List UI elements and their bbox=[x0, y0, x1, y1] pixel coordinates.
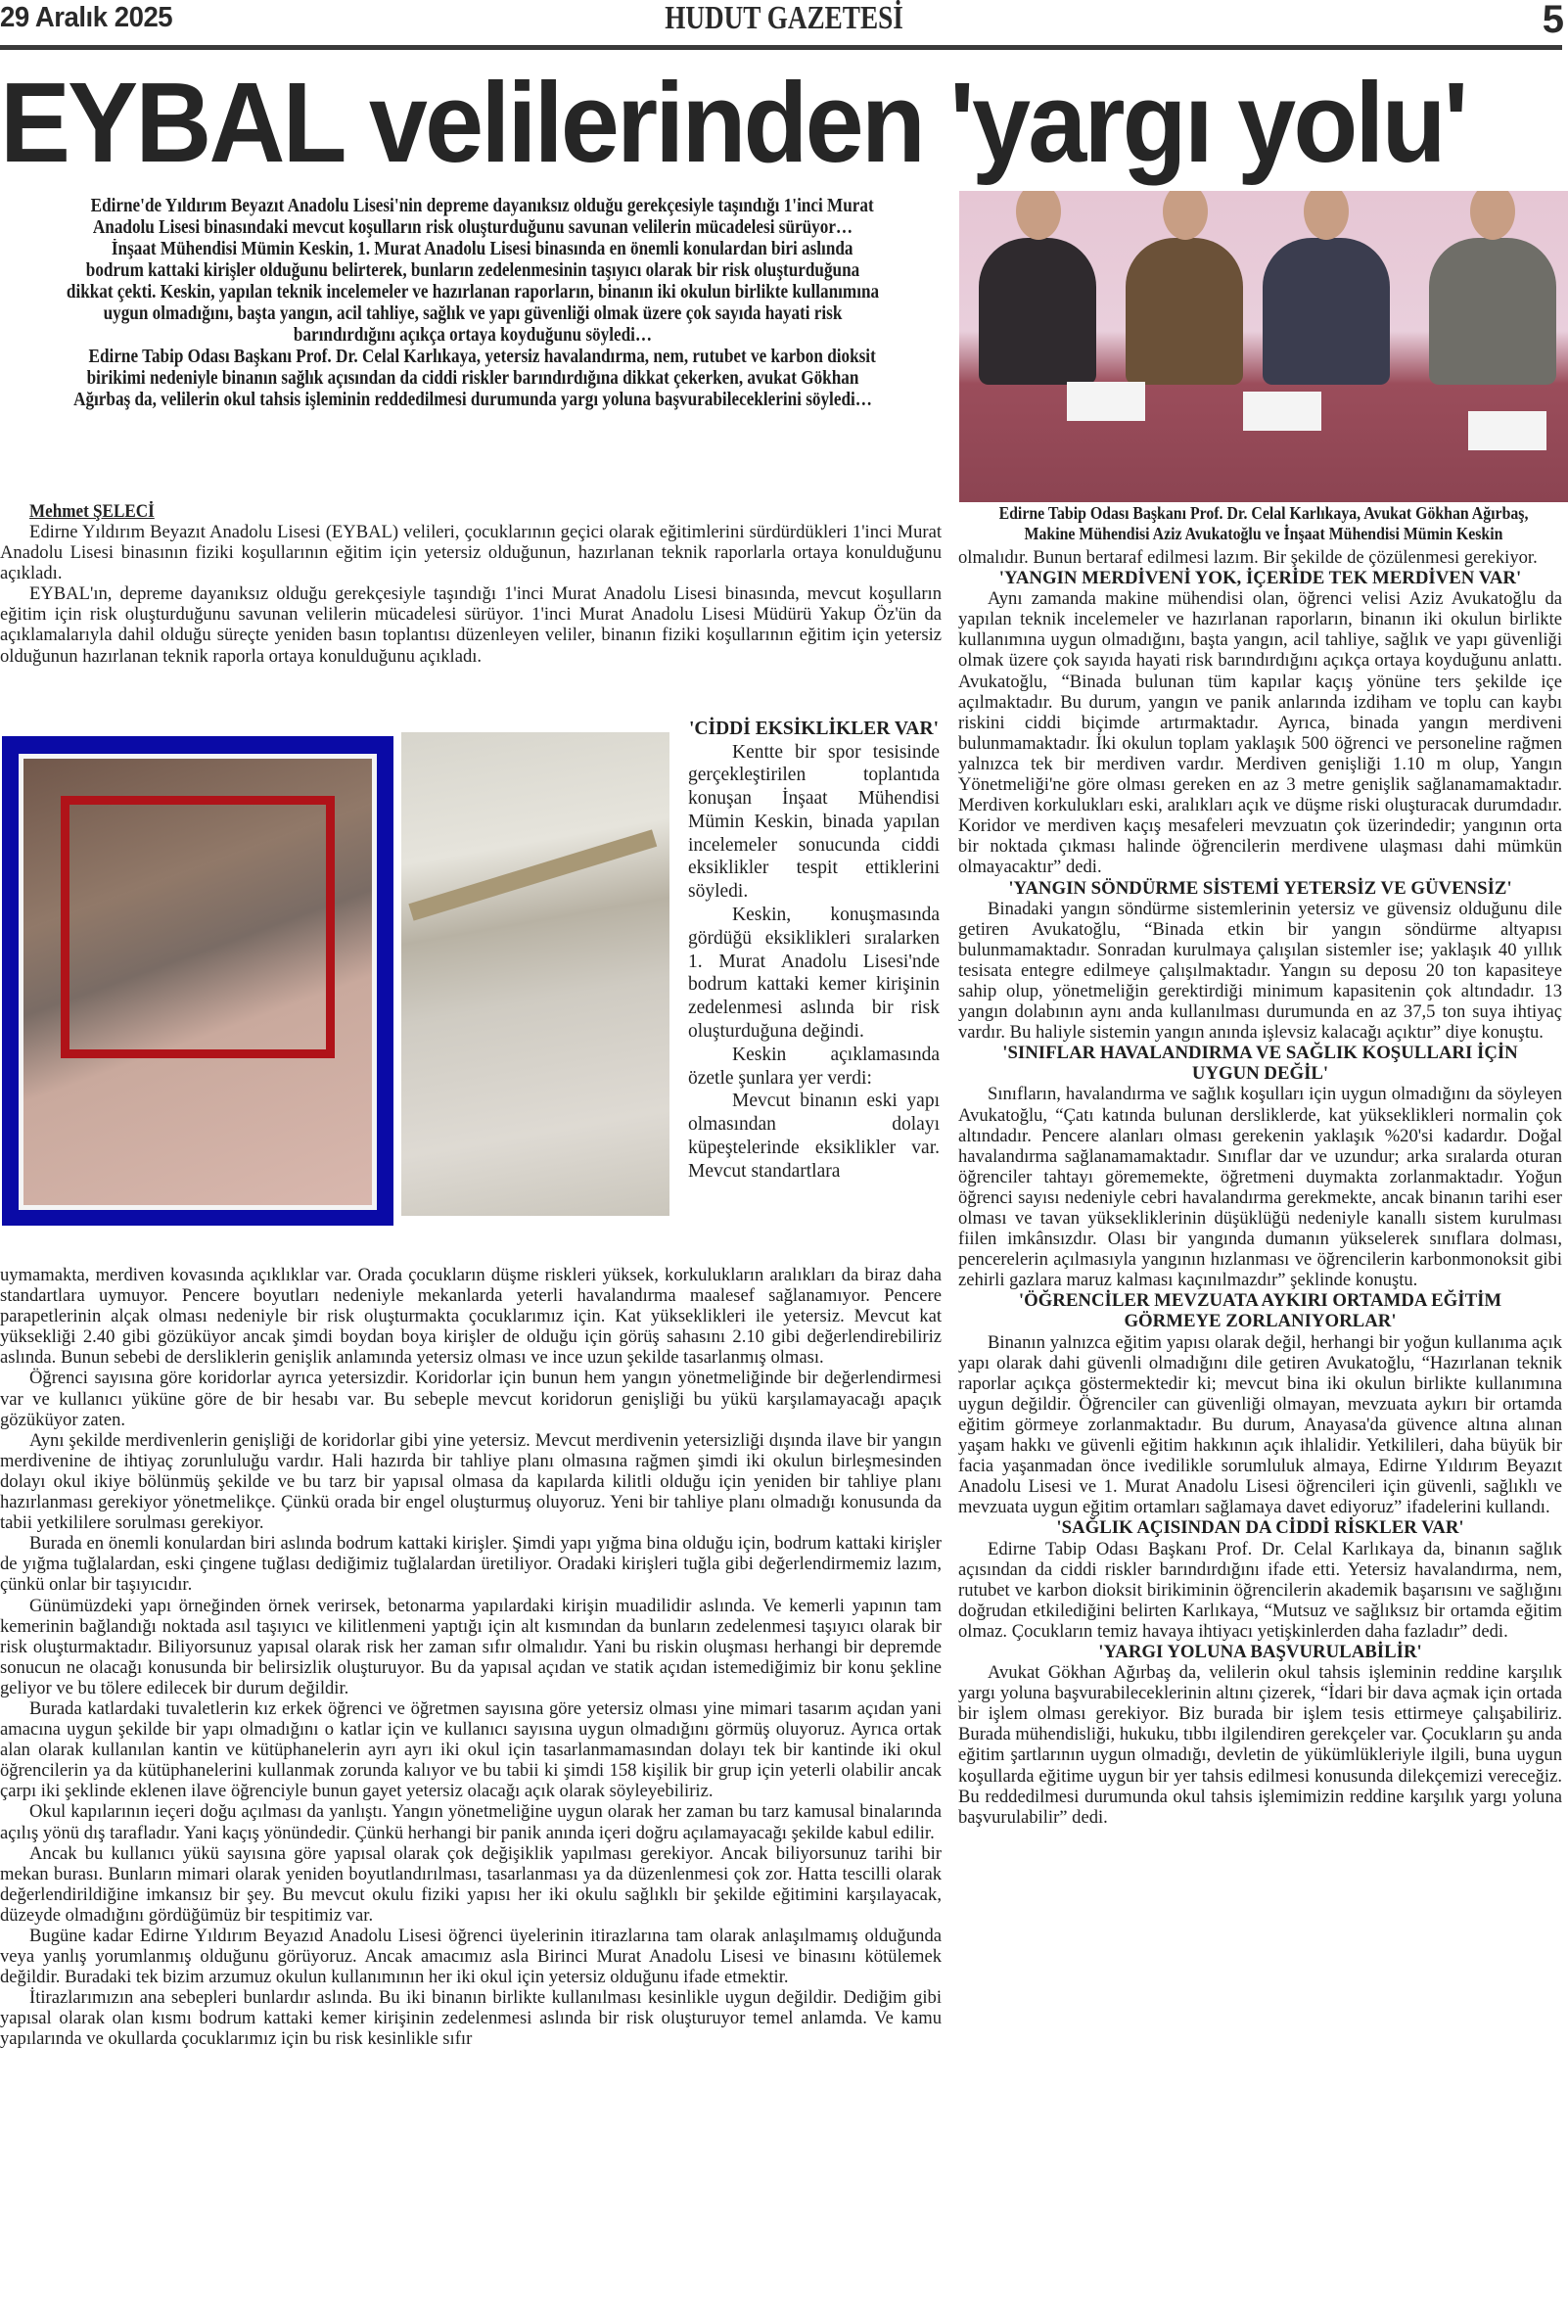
sidebar-paragraph: Kentte bir spor tesisinde gerçekleştirilen toplantıda konuşan İnşaat Mühendisi Mümin Keskin, binada yapılan incelemeler sonucunda ciddi eksiklikler tespit ettiklerini söyledi. bbox=[688, 741, 940, 903]
body-paragraph: Sınıfların, havalandırma ve sağlık koşulları için uygun olmadığını da söyleyen Avukatoğlu, “Çatı katında bulunan dersliklerde, kat yükseklikleri normalin çok altındadır. Pencere alanları olması gerekenin yaklaşık %20'si kadardır. Doğal havalandırma sağlanamamaktadır. Sınıflar dar ve uzundur; arka sıralarda oturan öğrenciler tahtayı görememekte, öğretmeni duymakta zorlanmaktadır. Yoğun öğrenci sayısı nedeniyle cebri havalandırma gerekmekte, ancak binanın tarihi eser olması ve tavan yüksekliklerinin düşüklüğü nedeniyle kanallı sistem kurulması fiilen imkânsızdır. Olası bir yangında dumanın yükselerek sınıflara dolması, pencerelerin açılmasıyla yangının hızlanması ve öğrencilerin karbonmonoksit gibi zehirli gazlara maruz kalması kaçınılmazdır” şeklinde konuştu. bbox=[958, 1084, 1562, 1291]
lead-paragraph: İnşaat Mühendisi Mümin Keskin, 1. Murat Anadolu Lisesi binasında en önemli konulardan biri aslında bodrum kattaki kirişler olduğunu belirterek, bunların zedelenmesinin taşıyıcı olarak bir risk oluşturduğuna dikkat çekti. Keskin, yapılan teknik incelemeler ve hazırlanan raporların, binanın iki okulun birlikte kullanımına uygun olmadığını, başta yangın, acil tahliye, sağlık ve yapı güvenliği olmak üzere çok sayıda hayati risk barındırdığını açıkça ortaya koyduğunu söyledi… bbox=[66, 239, 880, 346]
section-heading: 'SAĞLIK AÇISINDAN DA CİDDİ RİSKLER VAR' bbox=[1056, 1517, 1464, 1539]
header-rule bbox=[0, 45, 1562, 50]
body-paragraph: Öğrenci sayısına göre koridorlar ayrıca yetersizdir. Koridorlar için bunun hem yangın yönetmeliğinde bir değerlendirmesi var ve kullanıcı yüküne göre de bir hesabı var. Bu sebeple mevcut koridorun genişliği bu yükü karşılamayacağı apaçık gözüküyor zaten. bbox=[0, 1368, 942, 1430]
body-paragraph: Okul kapılarının ieçeri doğu açılması da yanlıştı. Yangın yönetmeliğine uygun olarak her zaman bu tarz kamusal binalarında açılış yönü dış tarafladır. Yani kaçış yönündedir. Çünkü herhangi bir panik anında içeri doğru açılamayacağı şekilde kabul edilir. bbox=[0, 1801, 942, 1843]
photo-image bbox=[23, 759, 372, 1205]
photo-beam-detail bbox=[408, 829, 657, 920]
body-paragraph: Aynı şekilde merdivenlerin genişliği de koridorlar gibi yine yetersiz. Mevcut merdivenin yetersizliği dışında ilave bir yangın merdivenine de ihtiyaç zorunluluğu vardır. Hali hazırda bir tahliye planı olmasına rağmen şimdi iki okulun birleşmesinden dolayı okul ikiye bölünmüş şekilde ve bu tarz bir yapısal olmasa da kapılarda kilitli olduğu için yeniden bir tahliye planı hazırlanması gerekiyor yönetmelikçe. Çünkü orada bir engel oluşturmuş oluyoruz. Yeni bir tahliye planı olmadığı konusunda da tabii yetkililere sorulması gerekiyor. bbox=[0, 1429, 942, 1534]
sidebar-section bbox=[688, 718, 940, 1184]
sidebar-paragraph: Keskin, konuşmasında gördüğü eksiklikleri sıralarken 1. Murat Anadolu Lisesi'nde bodrum kattaki kemer kirişinin zedelenmesi aslında bir risk oluşturduğuna değindi. bbox=[688, 905, 940, 1043]
byline: Mehmet ŞELECİ bbox=[29, 501, 155, 522]
body-paragraph: olmalıdır. Bunun bertaraf edilmesi lazım. Bir şekilde de çözülenmesi gerekiyor. bbox=[958, 547, 1538, 568]
body-paragraph: Bugüne kadar Edirne Yıldırım Beyazıd Anadolu Lisesi öğrenci üyelerinin itirazlarına tam olarak anlaşılmamış olduğunda veya yanlış yorumlanmış olduğunu görüyoruz. Ancak amacımız asla Birinci Murat Anadolu Lisesi ve binasını kötülemek değildir. Buradaki tek bizim arzumuz okulun kullanımının her iki okul için yetersiz olduğunu ifade etmektir. bbox=[0, 1926, 942, 1988]
body-paragraph: Edirne Tabip Odası Başkanı Prof. Dr. Celal Karlıkaya da, binanın sağlık açısından da ciddi riskler barındırdığını ifade etti. Yetersiz havalandırma, nem, rutubet ve karbon dioksit birikiminin öğrencilerin akademik başarısını ve sağlığını doğrudan etkilediğini belirten Karlıkaya, “Mutsuz ve sağlıksız bir ortamda eğitim olmaz. Çocukların temiz havaya ihtiyacı yetişkinlerden daha fazladır” dedi. bbox=[958, 1538, 1562, 1642]
body-paragraph: Burada katlardaki tuvaletlerin kız erkek öğrenci ve öğretmen sayısına göre yetersiz olması yine mimari tasarım açıdan yani amacına uygun şekilde bir yapı olmadığını o katlar için ve kullanıcı sayısına uygun olmadığını görmüş oluyoruz. Ayrıca ortak alan olarak kullanılan kantin ve kütüphanelerin ayrı ayrı iki okul için tasarlanmamasından dolayı tek bir kantinde iki okul öğrencilerin ya da kütüphanelerini kullanmak zorunda kalıyor ve bu tabii ki şimdi 158 kişilik bir grup için yeterli olabilir ancak çarpı iki şeklinde eklenen ilave öğrenciyle bunun gayet yetersiz olacağı açık olarak söyleyebiliriz. bbox=[0, 1697, 942, 1802]
body-paragraph: EYBAL'ın, depreme dayanıksız olduğu gerekçesiyle taşındığı 1'inci Murat Anadolu Lisesi binasında, mevcut koşulların eğitim için risk oluşturduğunu savunan velilerin mücadelesi sürüyor. 1'inci Murat Anadolu Lisesi Müdürü Yakup Öz'ün da açıklamalarıyla dahil olduğu süreçte yeniden basın toplantısı düzenleyen veliler, binanın fiziki koşullarının eğitim için yetersiz olduğunun hazırlanan teknik raporla ortaya konulduğunu açıkladı. bbox=[0, 583, 942, 667]
section-heading: 'CİDDİ EKSİKLİKLER VAR' bbox=[688, 719, 940, 739]
body-paragraph: İtirazlarımızın ana sebepleri bunlardır aslında. Bu iki binanın birlikte kullanılması kesinlikle uygun değildir. Dediğim gibi yapısal olarak olan kısmı bodrum kattaki kemer kirişinin zedelenmesi aslında bir risk oluşturuyor temel anlamda. Ve kamu yapılarında ve okullarda çocuklarımız için bu risk kesinlikle sıfır bbox=[0, 1987, 942, 2050]
body-paragraph: Burada en önemli konulardan biri aslında bodrum kattaki kirişler. Şimdi yapı yığma bina olduğu için, bodrum kattaki kirişler de yığma tuğlalardan, eski çingene tuğlası dediğimiz tuğlalardan üretiliyor. Oradaki kirişleri tuğla gibi değerlendirmemiz lazım, çünkü onlar bir taşıyıcıdır. bbox=[0, 1533, 942, 1596]
lead-summary bbox=[8, 196, 938, 411]
section-heading: 'SINIFLAR HAVALANDIRMA VE SAĞLIK KOŞULLARI İÇİN UYGUN DEĞİL' bbox=[1002, 1043, 1518, 1085]
highlight-box bbox=[61, 796, 335, 1058]
section-heading: 'ÖĞRENCİLER MEVZUATA AYKIRI ORTAMDA EĞİTİM GÖRMEYE ZORLANIYORLAR' bbox=[1018, 1290, 1502, 1332]
issue-date: 29 Aralık 2025 bbox=[0, 2, 173, 33]
photo-person bbox=[1126, 238, 1243, 385]
lead-paragraph: Edirne Tabip Odası Başkanı Prof. Dr. Celal Karlıkaya, yetersiz havalandırma, nem, rutubet ve karbon dioksit birikimi nedeniyle binanın sağlık açısından da ciddi riskler barındırdığına dikkat çekerken, avukat Gökhan Ağırbaş da, velilerin okul tahsis işleminin reddedilmesi durumunda yargı yoluna başvurabileceklerini söyledi… bbox=[73, 347, 876, 410]
body-paragraph: Edirne Yıldırım Beyazıt Anadolu Lisesi (EYBAL) velileri, çocuklarının geçici olarak eğitimlerini sürdürdükleri 1'inci Murat Anadolu Lisesi binasının fiziki koşullarının eğitim için yetersiz olduğunun, hazırlanan teknik raporlarla ortaya konulduğunu açıkladı. bbox=[0, 522, 942, 584]
basement-corridor-photo bbox=[401, 732, 669, 1216]
photo-mat bbox=[19, 754, 377, 1210]
press-conference-photo bbox=[959, 191, 1568, 502]
sidebar-paragraph: Keskin açıklamasında özetle şunlara yer verdi: bbox=[688, 1044, 940, 1089]
lead-paragraph: Edirne'de Yıldırım Beyazıt Anadolu Lisesi'nin depreme dayanıksız olduğu gerekçesiyle taşındığı 1'inci Murat Anadolu Lisesi binasındaki mevcut koşulların risk oluşturduğunu savunan velilerin mücadelesi sürüyor… bbox=[90, 196, 874, 238]
body-paragraph: Binadaki yangın söndürme sistemlerinin yetersiz ve güvensiz olduğunu dile getiren Avukatoğlu, “Binada etkin bir yangın söndürme altyapısı bulunmamaktadır. Sonradan kurulmaya çalışılan sistemler ise; yaklaşık 40 yıllık tesisata entegre edilmeye çalışılmaktadır. Yangın su deposu 20 ton kapasiteye sahip olup, yönetmeliğin gerektirdiği minimum kapasitenin çok altındadır. 13 yangın dolabının aynı anda kullanılması durumunda en az 37,5 ton suya ihtiyaç vardır. Bu haliyle sistemin yangın anında işlevsiz kalacağı açıktır” diye konuştu. bbox=[958, 898, 1562, 1044]
nameplate bbox=[1067, 382, 1145, 421]
section-heading: 'YARGI YOLUNA BAŞVURULABİLİR' bbox=[1098, 1641, 1422, 1662]
body-paragraph: Ancak bu kullanıcı yükü sayısına göre yapısal olarak çok değişiklik yapılması gerekiyor. Ancak biliyorsunuz tarihi bir mekan burası. Bunların mimari olarak yeniden boyutlandırılması, tasarlanması ya da düzenlenmesi çok zor. Hatta tescilli olarak değerlendirildiğine imkansız bir şey. Bu mevcut okulu fiziki yapısı her iki okulu sağlıklı bir şekilde eğitimini karşılayacak, düzeyde olmadığını gördüğümüz bir tespitimiz var. bbox=[0, 1842, 942, 1926]
caption-line: Edirne Tabip Odası Başkanı Prof. Dr. Celal Karlıkaya, Avukat Gökhan Ağırbaş, bbox=[998, 503, 1529, 523]
photo-person bbox=[979, 238, 1096, 385]
sidebar-paragraph: Mevcut binanın eski yapı olmasından dolayı küpeştelerinde eksiklikler var. Mevcut standartlara bbox=[688, 1091, 940, 1182]
nameplate bbox=[1468, 411, 1546, 450]
photo-caption bbox=[959, 503, 1568, 544]
nameplate bbox=[1243, 392, 1321, 431]
photo-person bbox=[1429, 238, 1556, 385]
continued-body bbox=[0, 1265, 942, 2050]
body-paragraph: uymamakta, merdiven kovasında açıklıklar var. Orada çocukların düşme riskleri yüksek, korkulukların aralıkları da biraz daha standartlara uymuyor. Pencere boyutları nedeniyle mekanlarda yeterli havalandırma maalesef sağlanamıyor. Pencere parapetlerinin alçak olması nedeniyle bir risk oluşturmakta çocuklarımız için. Kat yükseklikleri ile yetersiz. Mevcut kat yüksekliği 2.40 gibi gözüküyor ancak şimdi boydan boya kirişler de olduğu için görüş sahasını 2.10 gibi değerlendirebiliriz aslında. Bunun sebebi de dersliklerin genişlik anlamında yetersiz olması ve ince uzun şekilde tasarlanmış olması. bbox=[0, 1265, 942, 1369]
caption-line: Makine Mühendisi Aziz Avukatoğlu ve İnşaat Mühendisi Mümin Keskin bbox=[1024, 524, 1503, 543]
photo-person bbox=[1263, 238, 1390, 385]
body-paragraph: Avukat Gökhan Ağırbaş da, velilerin okul tahsis işleminin reddine karşılık yargı yoluna başvurabileceklerinin altını çizerek, “İdari bir dava açmak için ortada bir işlem olması gerekiyor. Biz burada bir işlem tesis ettirmeye çalışabiliriz. Burada mühendisliği, hukuku, tıbbı ilgilendiren gerekçeler var. Çocukların şu anda eğitim şartlarının uygun olmadığı, devletin de yükümlükleriyle ilgili, buna uygun koşullarda eğitime uygun bir yer tahsis edilmesi konusunda dilekçemizi vereceğiz. Bu reddedilmesi durumunda okul tahsis işlemimizin reddine karşılık yargı yoluna başvurulabilir” dedi. bbox=[958, 1662, 1562, 1828]
body-paragraph: Günümüzdeki yapı örneğinden örnek verirsek, betonarma yapılardaki kirişin muadilidir aslında. Ve kemerli yapının tam kemerinin bağlandığı noktada asıl taşıyıcı ve kilitlenmeni yaptığı için alt kısmından da bunların zedelenmesi taşıyıcı olarak bir risk oluşturmaktadır. Biliyorsunuz yapısal olarak risk her zaman sıfır olmalıdır. Yani bu riskin oluşması herhangi bir depremde sonucun ne olacağı konusunda bir belirsizlik oluşturuyor. Bu da yapısal açıdan ve statik açıdan istemediğimiz bir konu şekline geliyor ve bu tölere edilecek bir durum değildir. bbox=[0, 1595, 942, 1698]
section-heading: 'YANGIN SÖNDÜRME SİSTEMİ YETERSİZ VE GÜVENSİZ' bbox=[1008, 877, 1512, 899]
body-paragraph: Binanın yalnızca eğitim yapısı olarak değil, herhangi bir yoğun kullanıma açık yapı olarak dahi güvenli olmadığını dile getiren Avukatoğlu, “Hazırlanan teknik raporlar açıkça göstermektedir ki; mevcut bina iki okulun birlikte kullanımına uygun değildir. Öğrenciler can güvenliği olmayan, mevzuata aykırı bir ortamda eğitim görmeye zorlanmaktadır. Bu durum, Anayasa'da güvence altına alınan yaşam hakkı ve güvenli eğitim hakkının açık ihlalidir. Yetkilileri, daha büyük bir facia yaşanmadan önce ivedilikle sorumluluk almaya, Edirne Yıldırım Beyazıt Anadolu Lisesi ve 1. Murat Anadolu Lisesi öğrencileri için güvenli, sağlıklı ve mevzuata uygun eğitim ortamları sağlamaya davet ediyoruz” ifadelerini kullandı. bbox=[958, 1331, 1562, 1518]
newspaper-name: HUDUT GAZETESİ bbox=[665, 0, 903, 36]
section-heading: 'YANGIN MERDİVENİ YOK, İÇERİDE TEK MERDİVEN VAR' bbox=[998, 568, 1522, 589]
intro-body bbox=[0, 522, 942, 667]
page-number: 5 bbox=[1542, 0, 1564, 41]
damaged-beam-photo bbox=[2, 736, 393, 1226]
headline: EYBAL velilerinden 'yargı yolu' bbox=[0, 59, 1466, 186]
right-column-body bbox=[958, 547, 1562, 1828]
body-paragraph: Aynı zamanda makine mühendisi olan, öğrenci velisi Aziz Avukatoğlu da yapılan teknik incelemeler ve hazırlanan raporların, binanın iki okulun birlikte kullanımına uygun olmadığını, başta yangın, acil tahliye, sağlık ve yapı güvenliği olmak üzere çok sayıda hayati risk barındırdığını açıkça ortaya koyduğunu anlattı. Avukatoğlu, “Binada bulunan tüm kapılar kaçış yönüne ters şekilde içe açılmaktadır. Bu durum, yangın ve panik anlarında izdiham ve toplu can kaybı riskini ciddi biçimde artırmaktadır. Ayrıca, binada yangın merdiveni bulunmamaktadır. İki okulun toplam yaklaşık 500 öğrenci ve personeline rağmen yalnızca tek bir merdiven vardır. Merdiven genişliği 1.10 m olup, Yangın Yönetmeliği'ne göre olması gereken en az 3 metre genişlik sağlanamamaktadır. Merdiven korkulukları eski, aralıkları açık ve düşme riski oluşturacak durumdadır. Koridor ve merdiven kaçış mesafeleri mevzuatın çok üzerindedir; yangının orta bir noktada çıkması halinde öğrencilerin merdivene ulaşması dahi mümkün olmayacaktır” dedi. bbox=[958, 588, 1562, 878]
